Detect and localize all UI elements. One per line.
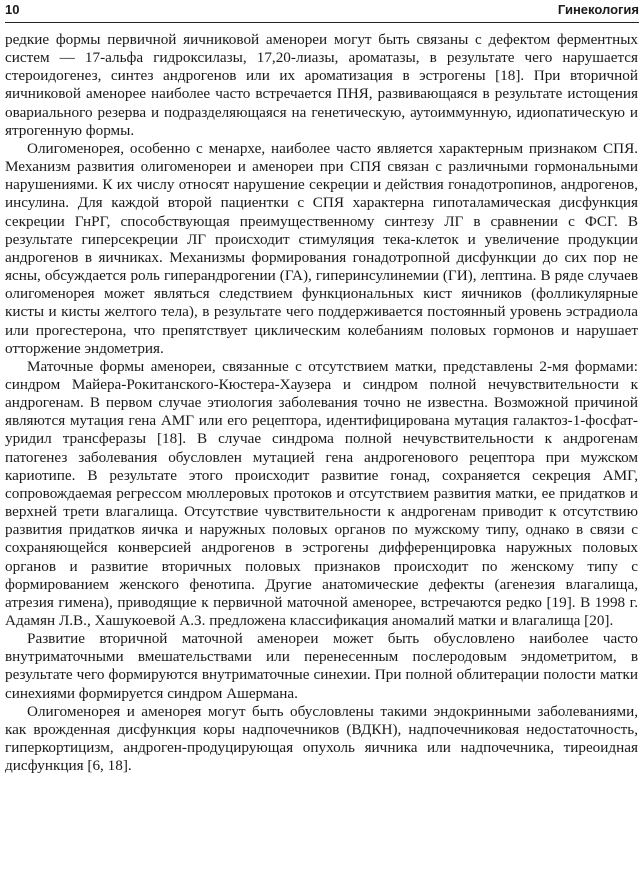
page-number: 10 <box>5 2 20 17</box>
paragraph-1: редкие формы первичной яичниковой аменореи могут быть связаны с дефектом ферментных систем — 17-альфа гидроксилазы, 17,20-лиазы, ароматазы, в результате чего нарушается стероидогенез, синтез андрогенов или их ароматизация в эстрогены [18]. При вторичной яичниковой аменорее наиболее часто встречается ПНЯ, развивающаяся в результате истощения овариального резерва и подразделяющаяся на генетическую, аутоиммунную, идиопатическую и ятрогенную формы. <box>5 31 638 139</box>
paragraph-4: Развитие вторичной маточной аменореи может быть обусловлено наиболее часто внутриматочными вмешательствами или перенесенным послеродовым эндометритом, в результате чего формируются внутриматочные синехии. При полной облитерации полости матки синехиями формируется синдром Ашермана. <box>5 630 638 702</box>
section-title: Гинекология <box>557 2 639 17</box>
document-body <box>5 31 638 775</box>
page-header <box>5 2 639 20</box>
paragraph-5: Олигоменорея и аменорея могут быть обусловлены такими эндокринными заболеваниями, как врожденная дисфункция коры надпочечников (ВДКН), надпочечниковая недостаточность, гиперкортицизм, андроген-продуцирующая опухоль яичника или надпочечника, тиреоидная дисфункция [6, 18]. <box>5 702 638 775</box>
paragraph-3: Маточные формы аменореи, связанные с отсутствием матки, представлены 2-мя формами: синдром Майера-Рокитанского-Кюстера-Хаузера и синдром полной нечувствительности к андрогенам. В первом случае этиология заболевания точно не известна. Возможной причиной являются мутация гена АМГ или его рецептора, идентифицирована мутация галактоз-1-фосфат-уридил трансферазы [18]. В случае синдрома полной нечувствительности к андрогенам патогенез заболевания обусловлен мутацией гена андрогенового рецептора при мужском кариотипе. В результате этого происходит развитие гонад, сохраняется секреция АМГ, сопровождаемая регрессом мюллеровых протоков и отсутствием развития матки, ее придатков и верхней трети влагалища. Отсутствие чувствительности к андрогенам приводит к отсутствию развития придатков яичка и наружных половых органов по мужскому типу, однако в связи с сохраняющейся конверсией андрогенов в эстрогены дифференцировка наружных половых органов и развитие вторичных половых признаков происходит по женскому типу с формированием женского фенотипа. Другие анатомические дефекты (агенезия влагалища, атрезия гимена), приводящие к первичной маточной аменорее, встречаются редко [19]. В 1998 г. Адамян Л.В., Хашукоевой А.З. предложена классификация аномалий матки и влагалища [20]. <box>5 357 638 629</box>
header-rule <box>5 22 639 23</box>
paragraph-2: Олигоменорея, особенно с менархе, наиболее часто является характерным признаком СПЯ. Механизм развития олигоменореи и аменореи при СПЯ связан с различными гормональными нарушениями. К их числу относят нарушение секреции и действия гонадотропинов, андрогенов, инсулина. Для каждой второй пациентки с СПЯ характерна гипоталамическая дисфункция секреции ГнРГ, способствующая преимущественному синтезу ЛГ в сравнении с ФСГ. В результате гиперсекреции ЛГ происходит стимуляция тека-клеток и увеличение продукции андрогенов в яичниках. Механизмы формирования гонадотропной дисфункции до сих пор не ясны, обсуждается роль гиперандрогении (ГА), гиперинсулинемии (ГИ), лептина. В ряде случаев олигоменорея может являться следствием функциональных кист яичников (фолликулярные кисты и кисты желтого тела), в результате чего поддерживается постоянный уровень эстрадиола или прогестерона, что препятствует циклическим колебаниям половых гормонов и нарушает отторжение эндометрия. <box>5 139 638 357</box>
